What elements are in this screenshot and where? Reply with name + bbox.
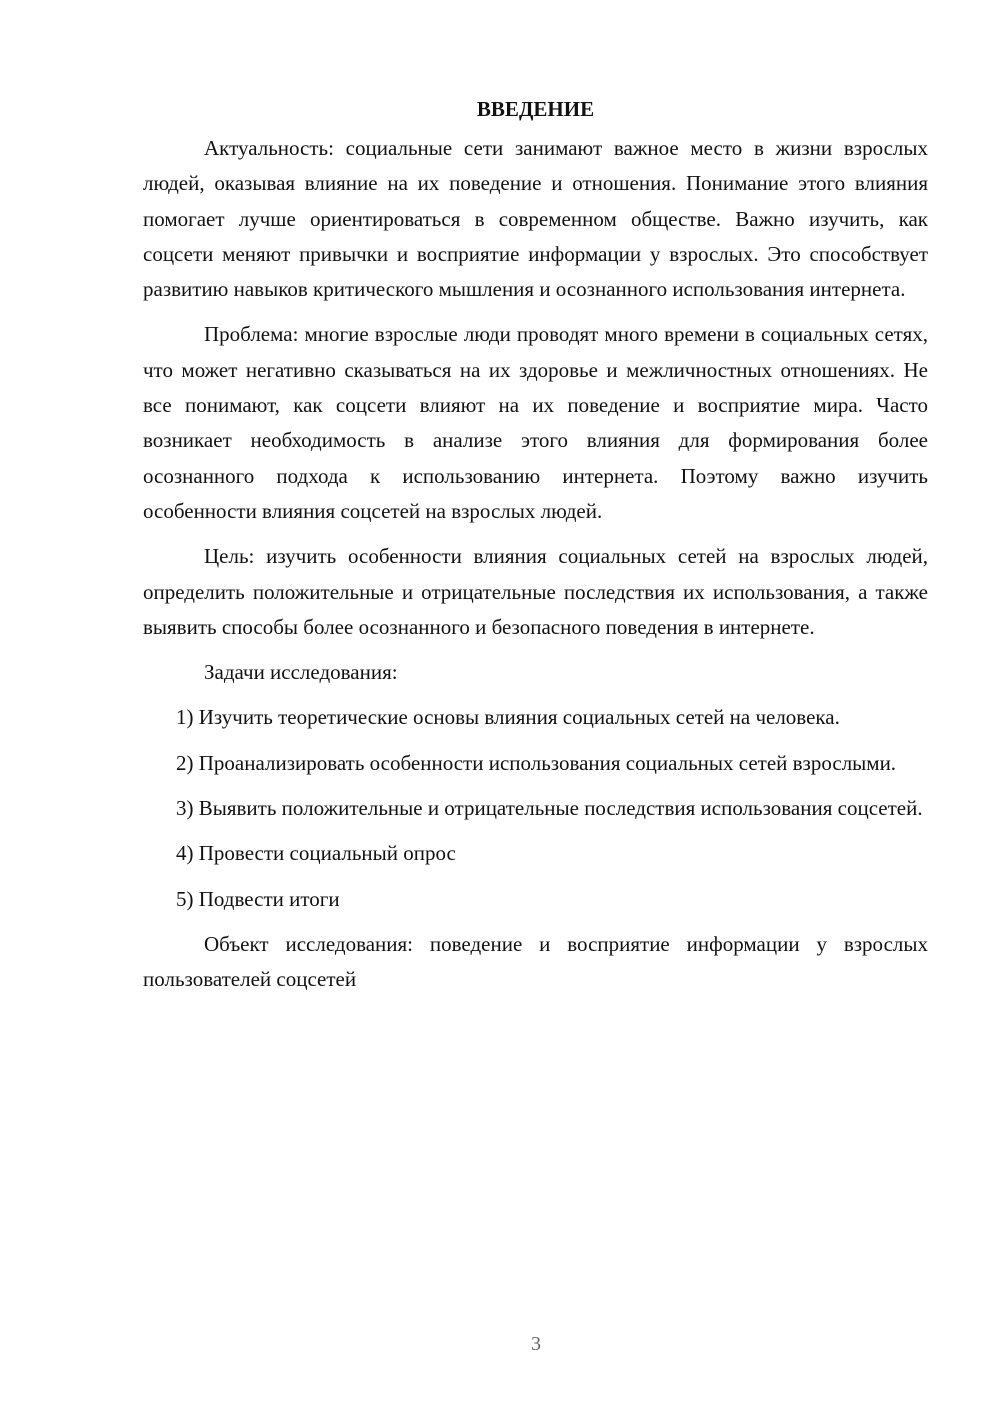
- page-number: 3: [531, 1333, 541, 1355]
- page-title: ВВЕДЕНИЕ: [476, 97, 595, 121]
- object-paragraph: Объект исследования: поведение и восприятие информации у взрослых пользователей соцсетей: [143, 931, 928, 992]
- page-content: [143, 92, 928, 1008]
- task-item-3: 3) Выявить положительные и отрицательные последствия использования соцсетей.: [176, 796, 923, 821]
- task-item-2: 2) Проанализировать особенности использования социальных сетей взрослыми.: [176, 750, 897, 775]
- relevance-paragraph: Актуальность: социальные сети занимают важное место в жизни взрослых людей, оказывая влияние на их поведение и отношения. Понимание этого влияния помогает лучше ориентироваться в современном обществе. Важно изучить, как соцсети меняют привычки и восприятие информации у взрослых. Это способствует развитию навыков критического мышления и осознанного использования интернета.: [143, 136, 928, 302]
- task-item-1: 1) Изучить теоретические основы влияния социальных сетей на человека.: [176, 705, 840, 730]
- problem-paragraph: Проблема: многие взрослые люди проводят много времени в социальных сетях, что может негативно сказываться на их здоровье и межличностных отношениях. Не все понимают, как соцсети влияют на их поведение и восприятие мира. Часто возникает необходимость в анализе этого влияния для формирования более осознанного подхода к использованию интернета. Поэтому важно изучить особенности влияния соцсетей на взрослых людей.: [143, 322, 928, 523]
- task-item-5: 5) Подвести итоги: [176, 886, 340, 911]
- goal-paragraph: Цель: изучить особенности влияния социальных сетей на взрослых людей, определить положительные и отрицательные последствия их использования, а также выявить способы более осознанного и безопасного поведения в интернете.: [143, 544, 928, 639]
- task-item-4: 4) Провести социальный опрос: [176, 841, 456, 866]
- tasks-heading: Задачи исследования:: [204, 660, 398, 685]
